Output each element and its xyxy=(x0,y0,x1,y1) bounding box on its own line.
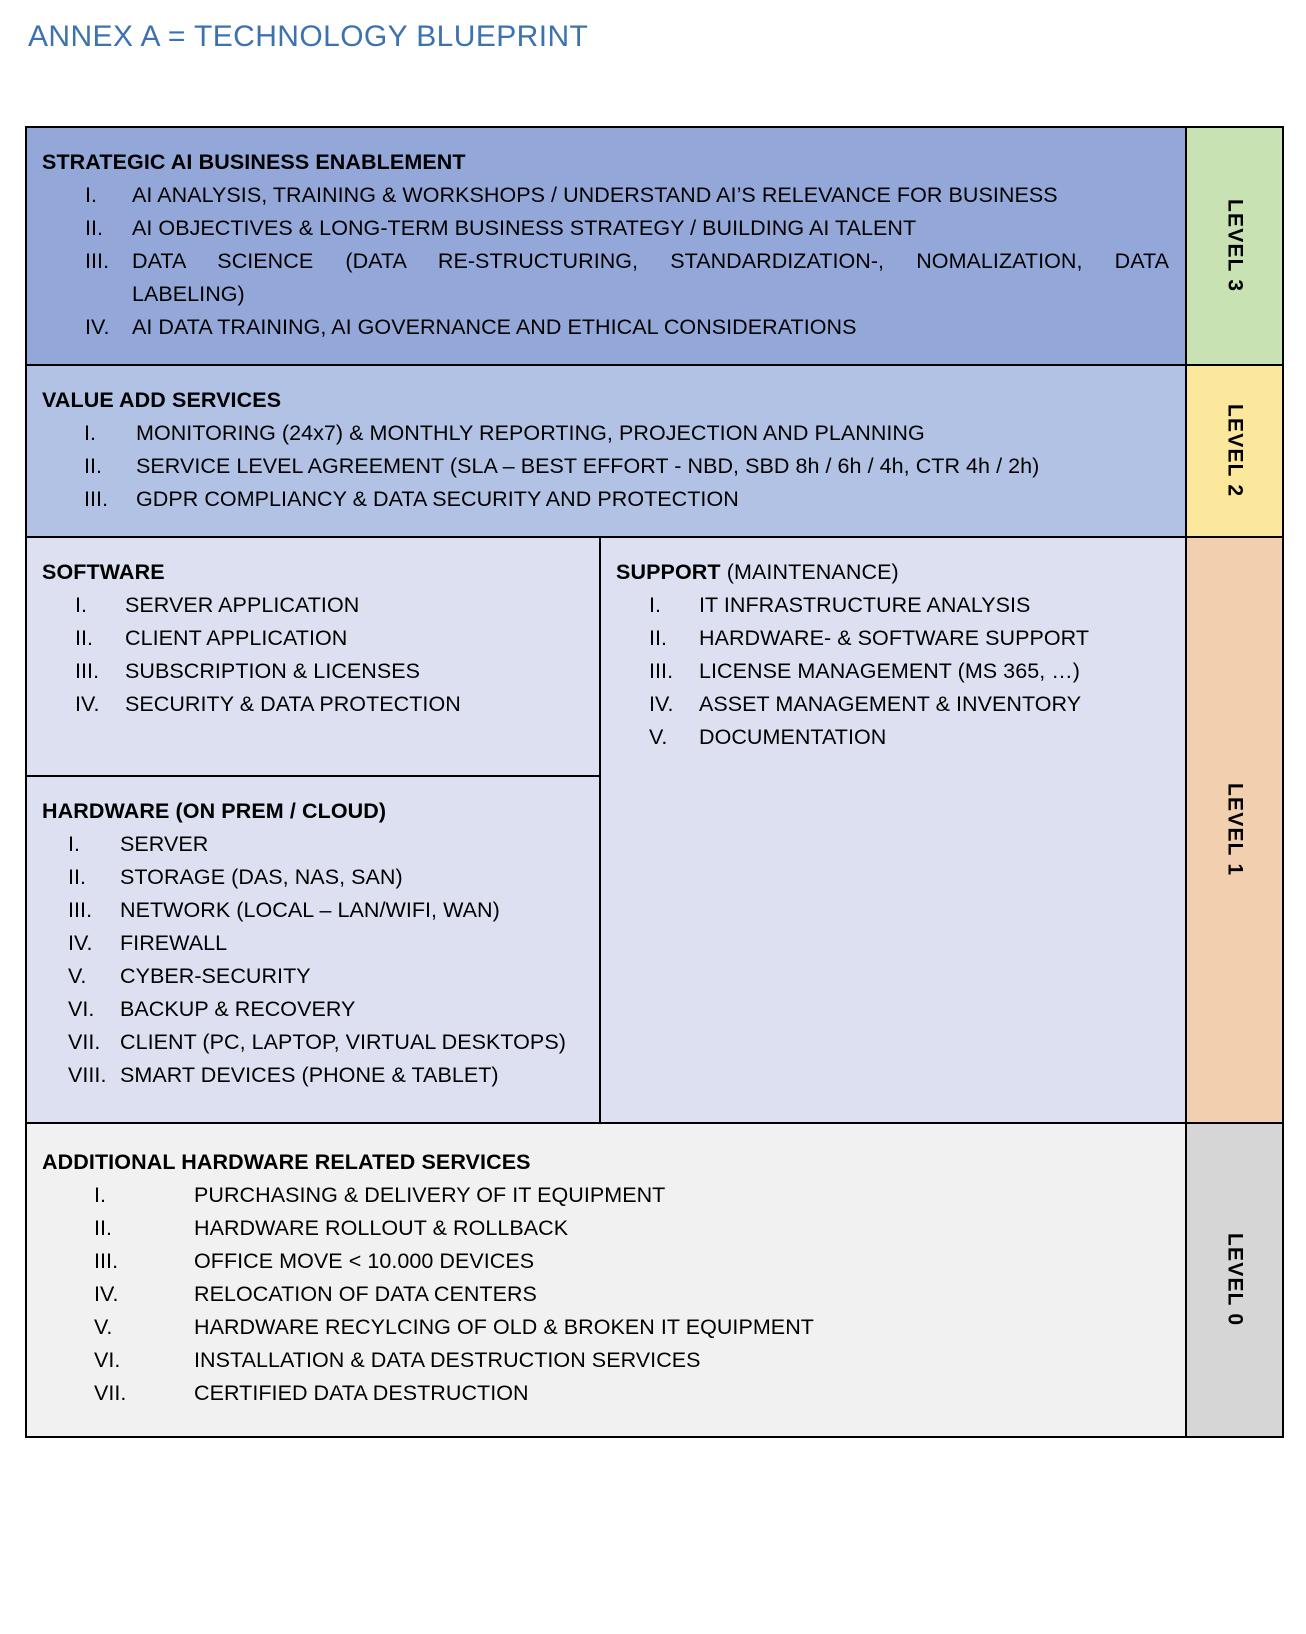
list-item-number: II. xyxy=(75,626,94,650)
level-0-label: LEVEL 0 xyxy=(1223,1233,1247,1327)
list-item-number: III. xyxy=(68,898,93,922)
strategic-heading: STRATEGIC AI BUSINESS ENABLEMENT xyxy=(42,150,466,174)
list-item xyxy=(42,622,583,655)
technology-blueprint-table xyxy=(25,126,1284,1438)
list-item xyxy=(42,828,583,861)
list-item-text: CYBER-SECURITY xyxy=(120,964,311,988)
list-item-number: I. xyxy=(85,183,98,207)
list-item-text: SERVER xyxy=(120,832,209,856)
list-item xyxy=(42,483,1169,516)
list-item xyxy=(42,245,1169,311)
row-level-0 xyxy=(27,1124,1282,1436)
list-item xyxy=(616,655,1169,688)
support-heading xyxy=(616,560,1169,585)
list-item-number: VII. xyxy=(94,1381,127,1405)
level-1-label: LEVEL 1 xyxy=(1223,783,1247,877)
support-heading-bold: SUPPORT xyxy=(616,560,721,584)
list-item xyxy=(616,622,1169,655)
additional-services-list xyxy=(42,1179,1169,1410)
list-item xyxy=(42,655,583,688)
list-item-number: V. xyxy=(94,1315,113,1339)
strategic-section xyxy=(27,128,1185,364)
list-item-text: HARDWARE RECYLCING OF OLD & BROKEN IT EQUIPMENT xyxy=(194,1315,814,1339)
list-item-number: I. xyxy=(94,1183,107,1207)
list-item-text: CLIENT APPLICATION xyxy=(125,626,348,650)
list-item-text: INSTALLATION & DATA DESTRUCTION SERVICES xyxy=(194,1348,701,1372)
hardware-block xyxy=(27,777,599,1122)
list-item-text xyxy=(132,245,1169,311)
list-item xyxy=(616,721,1169,754)
list-item xyxy=(42,1344,1169,1377)
list-item-text: PURCHASING & DELIVERY OF IT EQUIPMENT xyxy=(194,1183,666,1207)
list-item-text: RELOCATION OF DATA CENTERS xyxy=(194,1282,537,1306)
list-item-text: LICENSE MANAGEMENT (MS 365, …) xyxy=(699,659,1081,683)
list-item-text: ASSET MANAGEMENT & INVENTORY xyxy=(699,692,1082,716)
level-1-columns xyxy=(27,538,1185,1122)
support-list xyxy=(616,589,1169,754)
list-item xyxy=(42,1059,583,1092)
software-list xyxy=(42,589,583,721)
list-item xyxy=(42,179,1169,212)
list-item-text: SERVER APPLICATION xyxy=(125,593,360,617)
list-item-text-line2: LABELING) xyxy=(132,282,245,306)
list-item-number: II. xyxy=(84,454,103,478)
list-item-number: V. xyxy=(68,964,87,988)
list-item-number: IV. xyxy=(85,315,110,339)
level-cell-0 xyxy=(1185,1124,1282,1436)
list-item-number: II. xyxy=(85,216,104,240)
list-item xyxy=(42,1377,1169,1410)
list-item-number: VIII. xyxy=(68,1063,107,1087)
list-item-text: CLIENT (PC, LAPTOP, VIRTUAL DESKTOPS) xyxy=(120,1030,566,1054)
list-item-text-line1: DATA SCIENCE (DATA RE-STRUCTURING, STANDARDIZATION-, NOMALIZATION, DATA xyxy=(132,249,1169,273)
list-item-text: MONITORING (24x7) & MONTHLY REPORTING, PROJECTION AND PLANNING xyxy=(136,421,925,445)
level-1-left-column xyxy=(27,538,601,1122)
list-item-text: AI DATA TRAINING, AI GOVERNANCE AND ETHICAL CONSIDERATIONS xyxy=(132,315,857,339)
list-item-text: SMART DEVICES (PHONE & TABLET) xyxy=(120,1063,499,1087)
support-heading-rest: (MAINTENANCE) xyxy=(720,560,899,584)
list-item xyxy=(42,1278,1169,1311)
list-item-number: V. xyxy=(649,725,668,749)
list-item-text: SERVICE LEVEL AGREEMENT (SLA – BEST EFFORT - NBD, SBD 8h / 6h / 4h, CTR 4h / 2h) xyxy=(136,454,1040,478)
list-item-text: HARDWARE- & SOFTWARE SUPPORT xyxy=(699,626,1090,650)
value-add-list xyxy=(42,417,1169,516)
strategic-list xyxy=(42,179,1169,344)
support-block xyxy=(601,538,1185,774)
row-level-3 xyxy=(27,128,1282,366)
list-item-number: I. xyxy=(649,593,662,617)
list-item xyxy=(42,927,583,960)
software-heading: SOFTWARE xyxy=(42,560,165,584)
list-item-text: AI ANALYSIS, TRAINING & WORKSHOPS / UNDERSTAND AI’S RELEVANCE FOR BUSINESS xyxy=(132,183,1058,207)
list-item xyxy=(42,311,1169,344)
list-item xyxy=(42,894,583,927)
level-cell-3 xyxy=(1185,128,1282,364)
list-item-text: HARDWARE ROLLOUT & ROLLBACK xyxy=(194,1216,569,1240)
list-item xyxy=(42,1179,1169,1212)
list-item xyxy=(42,417,1169,450)
page-title: ANNEX A = TECHNOLOGY BLUEPRINT xyxy=(28,20,589,53)
list-item-number: IV. xyxy=(94,1282,119,1306)
list-item xyxy=(616,589,1169,622)
additional-services-section xyxy=(27,1124,1185,1436)
list-item-number: III. xyxy=(84,487,109,511)
list-item-number: II. xyxy=(94,1216,113,1240)
list-item xyxy=(42,1026,583,1059)
list-item-number: II. xyxy=(68,865,87,889)
additional-services-block xyxy=(27,1124,1185,1436)
value-add-block xyxy=(27,366,1185,536)
list-item-number: IV. xyxy=(649,692,674,716)
value-add-section xyxy=(27,366,1185,536)
list-item-text: CERTIFIED DATA DESTRUCTION xyxy=(194,1381,529,1405)
list-item xyxy=(42,212,1169,245)
hardware-list xyxy=(42,828,583,1092)
strategic-block xyxy=(27,128,1185,364)
list-item-number: VI. xyxy=(94,1348,121,1372)
hardware-heading: HARDWARE (ON PREM / CLOUD) xyxy=(42,799,387,823)
list-item-text: GDPR COMPLIANCY & DATA SECURITY AND PROTECTION xyxy=(136,487,739,511)
list-item-text: FIREWALL xyxy=(120,931,228,955)
list-item-number: III. xyxy=(85,249,110,273)
list-item xyxy=(42,960,583,993)
list-item-text: SECURITY & DATA PROTECTION xyxy=(125,692,461,716)
list-item xyxy=(42,861,583,894)
list-item xyxy=(616,688,1169,721)
list-item-text: NETWORK (LOCAL – LAN/WIFI, WAN) xyxy=(120,898,500,922)
list-item xyxy=(42,993,583,1026)
software-block xyxy=(27,538,599,777)
level-3-label: LEVEL 3 xyxy=(1223,199,1247,293)
list-item-text: OFFICE MOVE < 10.000 DEVICES xyxy=(194,1249,535,1273)
list-item-number: VI. xyxy=(68,997,95,1021)
level-2-label: LEVEL 2 xyxy=(1223,404,1247,498)
list-item xyxy=(42,1212,1169,1245)
list-item-number: III. xyxy=(75,659,100,683)
list-item xyxy=(42,589,583,622)
row-level-1 xyxy=(27,538,1282,1124)
list-item-number: II. xyxy=(649,626,668,650)
list-item-number: III. xyxy=(649,659,674,683)
list-item-text: SUBSCRIPTION & LICENSES xyxy=(125,659,421,683)
list-item-number: I. xyxy=(84,421,97,445)
row-level-2 xyxy=(27,366,1282,538)
list-item xyxy=(42,1245,1169,1278)
list-item-text: BACKUP & RECOVERY xyxy=(120,997,356,1021)
list-item-number: III. xyxy=(94,1249,119,1273)
level-cell-2 xyxy=(1185,366,1282,536)
level-1-section xyxy=(27,538,1185,1122)
list-item-text: STORAGE (DAS, NAS, SAN) xyxy=(120,865,403,889)
value-add-heading: VALUE ADD SERVICES xyxy=(42,388,282,412)
list-item-number: I. xyxy=(75,593,88,617)
list-item xyxy=(42,450,1169,483)
list-item-text: IT INFRASTRUCTURE ANALYSIS xyxy=(699,593,1031,617)
list-item-text: DOCUMENTATION xyxy=(699,725,887,749)
list-item-number: IV. xyxy=(68,931,93,955)
list-item-text: AI OBJECTIVES & LONG-TERM BUSINESS STRATEGY / BUILDING AI TALENT xyxy=(132,216,917,240)
list-item-number: IV. xyxy=(75,692,100,716)
list-item xyxy=(42,1311,1169,1344)
level-cell-1 xyxy=(1185,538,1282,1122)
additional-services-heading: ADDITIONAL HARDWARE RELATED SERVICES xyxy=(42,1150,531,1174)
level-1-right-column xyxy=(601,538,1185,1122)
list-item-number: I. xyxy=(68,832,81,856)
list-item-number: VII. xyxy=(68,1030,101,1054)
list-item xyxy=(42,688,583,721)
